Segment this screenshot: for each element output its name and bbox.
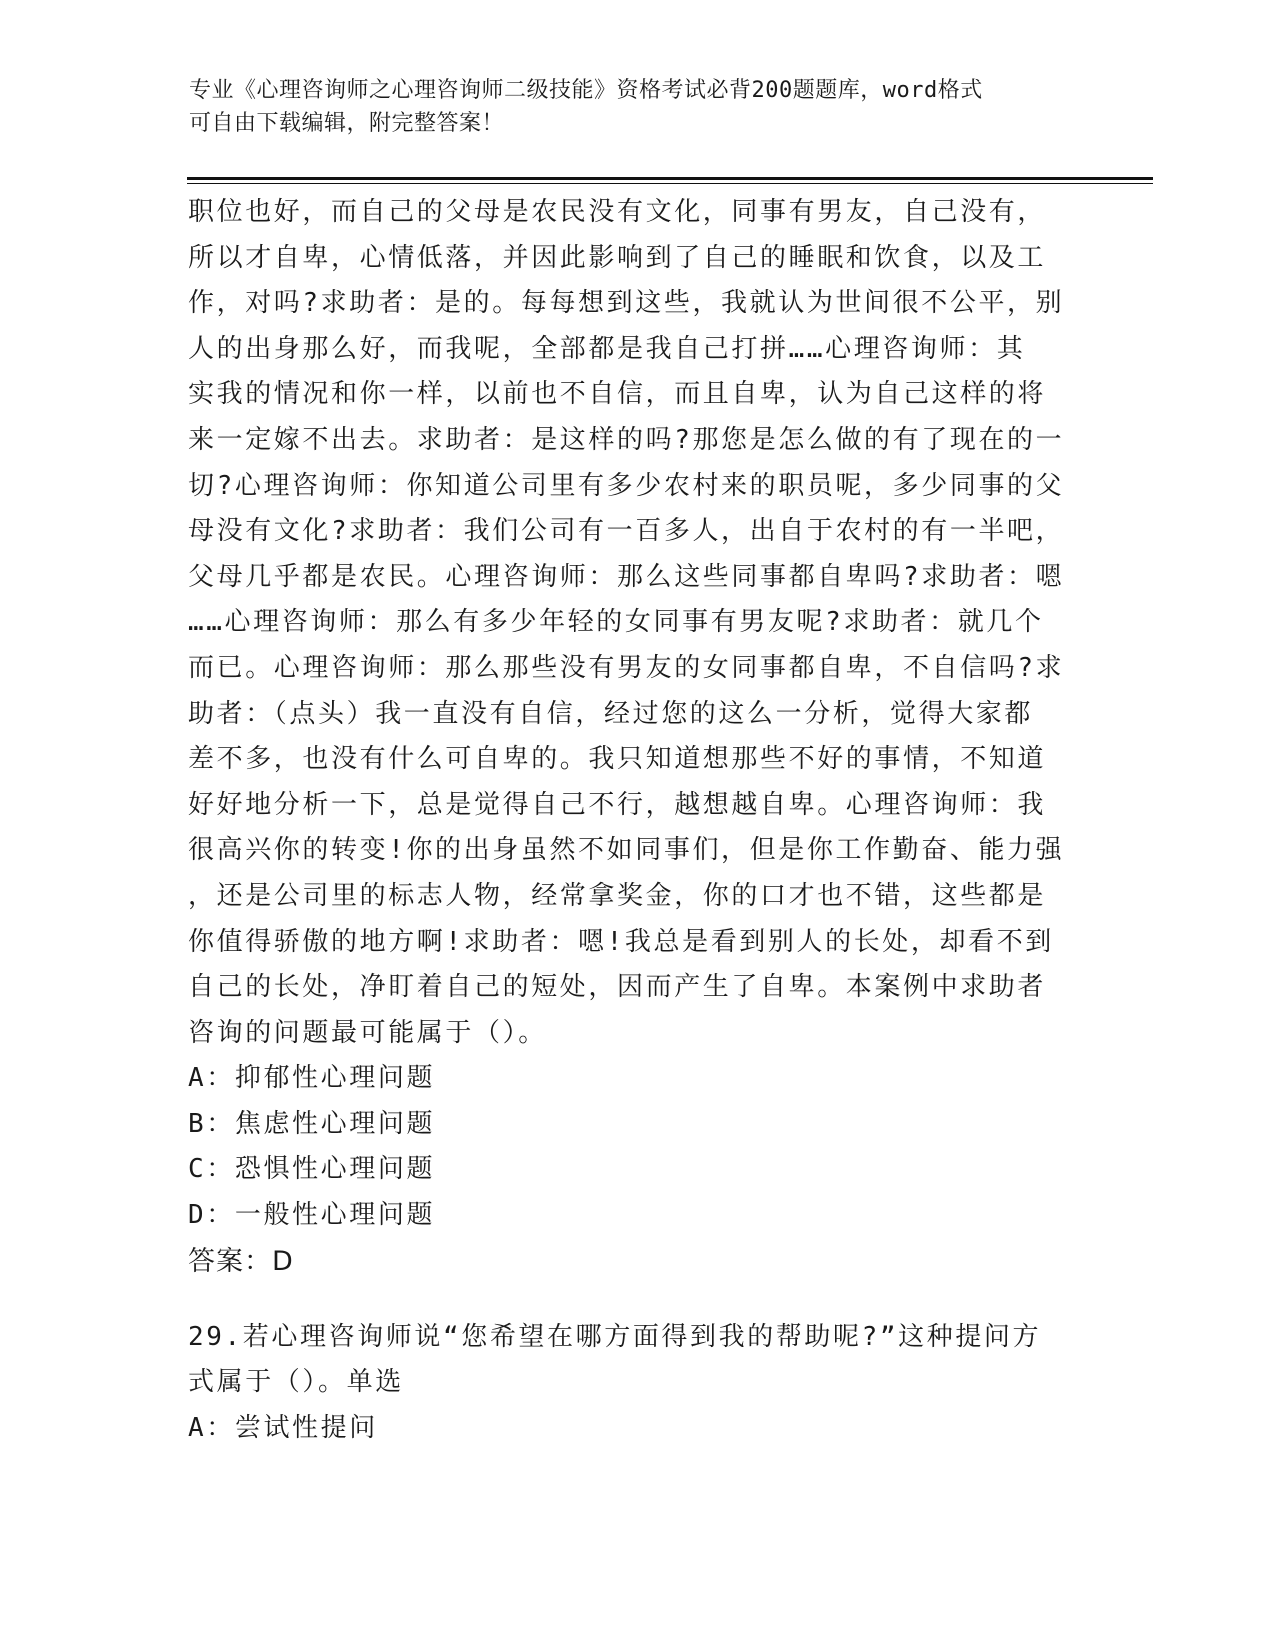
- question-text-line: 自己的长处，净盯着自己的短处，因而产生了自卑。本案例中求助者: [188, 972, 1047, 1003]
- question-text-line: 母没有文化?求助者：我们公司有一百多人，出自于农村的有一半吧，: [188, 516, 1065, 547]
- question-text-line: 所以才自卑，心情低落，并因此影响到了自己的睡眠和饮食，以及工: [188, 242, 1047, 273]
- question-28-options: [188, 1056, 1088, 1238]
- option-b: B：焦虑性心理问题: [188, 1108, 436, 1139]
- option-a: A：抑郁性心理问题: [188, 1063, 436, 1094]
- question-text-line: 人的出身那么好，而我呢，全部都是我自己打拼……心理咨询师：其: [188, 333, 1026, 364]
- document-body: [188, 190, 1088, 1451]
- question-29-options: [188, 1406, 1088, 1452]
- question-29-stem: [188, 1315, 1088, 1406]
- question-text-line: 来一定嫁不出去。求助者：是这样的吗?那您是怎么做的有了现在的一: [188, 424, 1065, 455]
- question-text-line: 式属于（）。单选: [188, 1367, 404, 1398]
- question-text-line: 差不多，也没有什么可自卑的。我只知道想那些不好的事情，不知道: [188, 744, 1047, 775]
- header-divider-thick: [187, 177, 1153, 180]
- header-line: 专业《心理咨询师之心理咨询师二级技能》资格考试必背200题题库，word格式: [189, 78, 983, 103]
- option-c: C：恐惧性心理问题: [188, 1154, 436, 1185]
- question-text-line: 实我的情况和你一样，以前也不自信，而且自卑，认为自己这样的将: [188, 379, 1047, 410]
- question-text-line: 你值得骄傲的地方啊!求助者：嗯!我总是看到别人的长处，却看不到: [188, 926, 1054, 957]
- question-text-line: 父母几乎都是农民。心理咨询师：那么这些同事都自卑吗?求助者：嗯: [188, 561, 1065, 592]
- question-text-line: 作，对吗?求助者：是的。每每想到这些，我就认为世间很不公平，别: [188, 288, 1065, 319]
- header-line: 可自由下载编辑，附完整答案！: [189, 111, 505, 136]
- question-text-line: 很高兴你的转变!你的出身虽然不如同事们，但是你工作勤奋、能力强: [188, 835, 1065, 866]
- page-header: [189, 74, 1069, 140]
- answer-label: 答案：D: [188, 1245, 294, 1277]
- question-28-stem: [188, 190, 1088, 1056]
- option-a: A：尝试性提问: [188, 1412, 378, 1443]
- question-text-line: 切?心理咨询师：你知道公司里有多少农村来的职员呢，多少同事的父: [188, 470, 1065, 501]
- header-divider-thin: [187, 183, 1153, 184]
- question-text-line: ……心理咨询师：那么有多少年轻的女同事有男友呢?求助者：就几个: [188, 607, 1044, 638]
- question-text-line: 助者：（点头）我一直没有自信，经过您的这么一分析，觉得大家都: [188, 698, 1034, 729]
- question-text-line: 咨询的问题最可能属于（）。: [188, 1017, 547, 1048]
- question-text-line: 而已。心理咨询师：那么那些没有男友的女同事都自卑，不自信吗?求: [188, 652, 1065, 683]
- question-text-line: 职位也好，而自己的父母是农民没有文化，同事有男友，自己没有，: [188, 197, 1047, 227]
- question-text-line: 29.若心理咨询师说“您希望在哪方面得到我的帮助呢?”这种提问方: [188, 1321, 1042, 1352]
- question-spacer: [188, 1285, 1088, 1315]
- question-text-line: 好好地分析一下，总是觉得自己不行，越想越自卑。心理咨询师：我: [188, 789, 1047, 820]
- question-text-line: ，还是公司里的标志人物，经常拿奖金，你的口才也不错，这些都是: [188, 880, 1047, 911]
- option-d: D：一般性心理问题: [188, 1200, 436, 1231]
